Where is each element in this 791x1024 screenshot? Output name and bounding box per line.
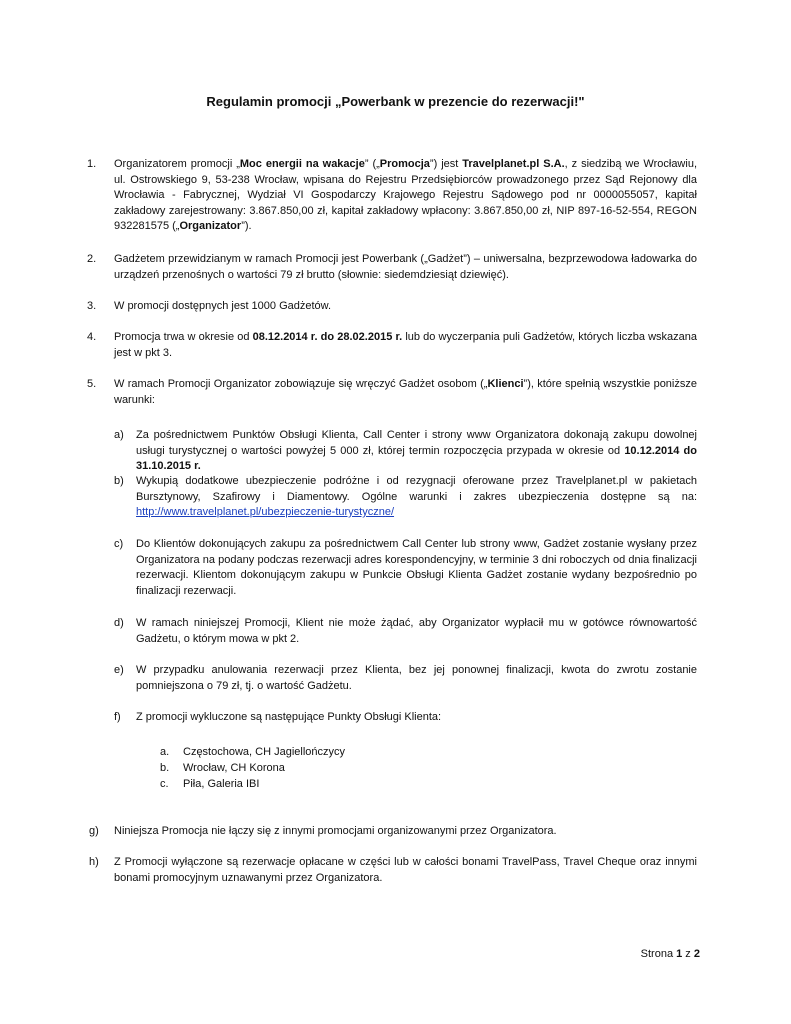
- item-number: 4.: [87, 331, 97, 343]
- page-title: Regulamin promocji „Powerbank w prezencie do rezerwacji!": [206, 94, 585, 109]
- item-number: 1.: [87, 158, 97, 170]
- item-text: Z promocji wykluczone są następujące Punkty Obsługi Klienta:: [136, 711, 442, 723]
- item-text: Promocja trwa w okresie od 08.12.2014 r. do 28.02.2015 r. lub do wyczerpania puli Gadżetów, których liczba wskazana jest w pkt 3.: [114, 331, 697, 359]
- item-letter: e): [114, 664, 124, 676]
- item-text: W ramach niniejszej Promocji, Klient nie może żądać, aby Organizator wypłacił mu w gotówce równowartość Gadżetu, o którym mowa w pkt 2.: [136, 617, 697, 645]
- item-text: Za pośrednictwem Punktów Obsługi Klienta, Call Center i strony www Organizatora dokonają zakupu dowolnej usługi turystycznej o wartości powyżej 5 000 zł, której termin rozpoczęcia przypada w okresie od 10.12.2014 do 31.10.2015 r.: [136, 429, 697, 472]
- item-number: 5.: [87, 378, 97, 390]
- insurance-link[interactable]: http://www.travelplanet.pl/ubezpieczenie-turystyczne/: [136, 506, 395, 518]
- item-letter: g): [89, 825, 99, 837]
- item-text: Wrocław, CH Korona: [183, 762, 285, 774]
- item-text: Gadżetem przewidzianym w ramach Promocji jest Powerbank („Gadżet”) – uniwersalna, bezprzewodowa ładowarka do urządzeń przenośnych o wartości 79 zł brutto (słownie: siedemdziesiąt dziewięć).: [114, 253, 697, 281]
- item-text: W przypadku anulowania rezerwacji przez Klienta, bez jej ponownej finalizacji, kwota do zwrotu zostanie pomniejszona o 79 zł, tj. o wartość Gadżetu.: [136, 664, 697, 692]
- item-letter: b.: [160, 762, 170, 774]
- item-text: Z Promocji wyłączone są rezerwacje opłacane w części lub w całości bonami TravelPass, Travel Cheque oraz innymi bonami promocyjnym uznawanymi przez Organizatora.: [114, 856, 697, 884]
- item-text: Piła, Galeria IBI: [183, 778, 260, 790]
- item-letter: c): [114, 538, 124, 550]
- item-letter: c.: [160, 778, 169, 790]
- item-text: Częstochowa, CH Jagiellończycy: [183, 746, 346, 758]
- item-letter: d): [114, 617, 124, 629]
- item-number: 3.: [87, 300, 97, 312]
- item-text: Wykupią dodatkowe ubezpieczenie podróżne i od rezygnacji oferowane przez Travelplanet.pl w pakietach Bursztynowy, Szafirowy i Diamentowy. Ogólne warunki i zakres ubezpieczenia dostępne są na: http://www.travelplanet.pl/ubezpieczenie-turystyczne/: [136, 475, 697, 518]
- item-text: Do Klientów dokonujących zakupu za pośrednictwem Call Center lub strony www, Gadżet zostanie wysłany przez Organizatora na podany podczas rezerwacji adres korespondencyjny, w terminie 3 dni roboczych od dnia finalizacji rezerwacji. Klientom dokonującym zakupu w Punkcie Obsługi Klienta Gadżet zostanie wydany bezpośrednio po finalizacji rezerwacji.: [136, 538, 697, 597]
- item-text: W promocji dostępnych jest 1000 Gadżetów.: [114, 300, 332, 312]
- item-letter: b): [114, 475, 124, 487]
- item-text: Organizatorem promocji „Moc energii na wakacje” („Promocja”) jest Travelplanet.pl S.A., z siedzibą we Wrocławiu, ul. Ostrowskiego 9, 53-238 Wrocław, wpisana do Rejestru Przedsiębiorców prowadzonego przez Sąd Rejonowy dla Wrocławia - Fabrycznej, Wydział VI Gospodarczy Krajowego Rejestru Sądowego pod nr 0000055057, kapitał zakładowy zarejestrowany: 3.867.850,00 zł, kapitał zakładowy wpłacony: 3.867.850,00 zł, NIP 897-16-52-554, REGON 932281575 („Organizator”).: [114, 158, 697, 232]
- item-letter: a.: [160, 746, 170, 758]
- item-letter: h): [89, 856, 99, 868]
- page-number: Strona 1 z 2: [640, 948, 700, 960]
- item-text: Niniejsza Promocja nie łączy się z innymi promocjami organizowanymi przez Organizatora.: [114, 825, 557, 837]
- item-text: W ramach Promocji Organizator zobowiązuje się wręczyć Gadżet osobom („Klienci”), które spełnią wszystkie poniższe warunki:: [114, 378, 697, 406]
- item-number: 2.: [87, 253, 97, 265]
- item-letter: a): [114, 429, 124, 441]
- item-letter: f): [114, 711, 121, 723]
